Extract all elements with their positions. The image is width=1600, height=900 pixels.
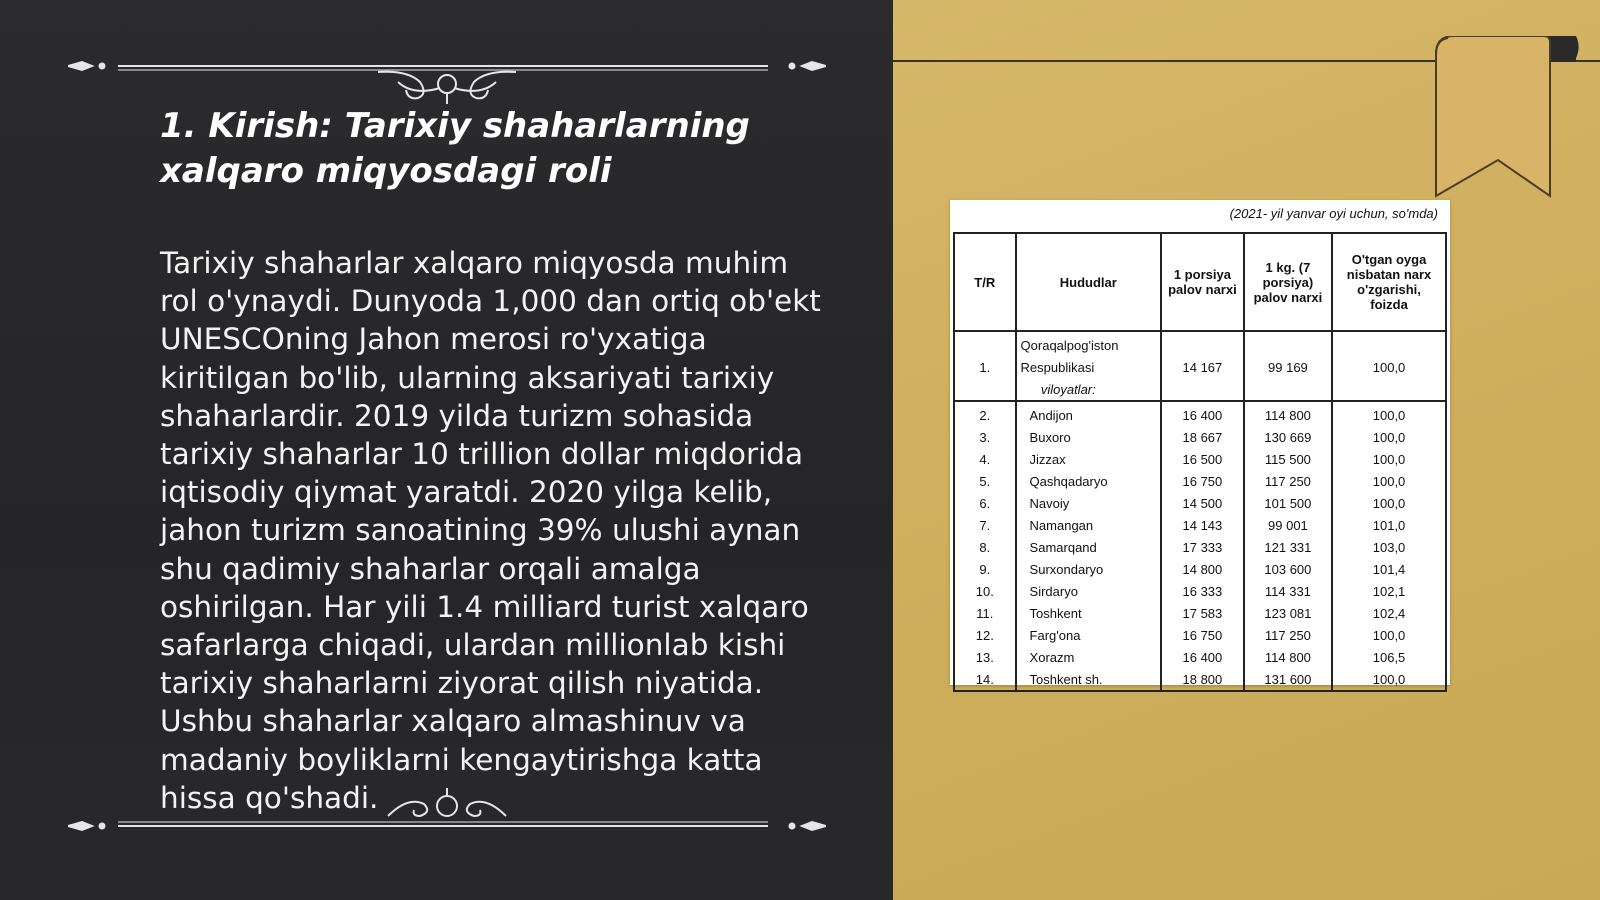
price-change: 102,4	[1332, 602, 1446, 624]
table-row	[954, 514, 1446, 536]
region-name: Andijon	[1016, 401, 1162, 426]
portion-price: 16 750	[1161, 624, 1244, 646]
row-number: 12.	[954, 624, 1016, 646]
bookmark-ribbon-icon	[1432, 36, 1592, 206]
region-name: Namangan	[1016, 514, 1162, 536]
table-row-name-line1	[954, 331, 1446, 356]
empty-cell	[954, 378, 1016, 401]
table-row	[954, 602, 1446, 624]
row-number: 10.	[954, 580, 1016, 602]
header-tr: T/R	[954, 233, 1016, 331]
kg-price: 121 331	[1244, 536, 1332, 558]
region-name: Toshkent sh.	[1016, 668, 1162, 691]
header-kg-price: 1 kg. (7 porsiya) palov narxi	[1244, 233, 1332, 331]
header-portion-price: 1 porsiya palov narxi	[1161, 233, 1244, 331]
portion-price: 16 333	[1161, 580, 1244, 602]
slide-title-line1: 1. Kirish: Tarixiy shaharlarning	[160, 106, 750, 146]
row-number: 2.	[954, 401, 1016, 426]
row-number: 5.	[954, 470, 1016, 492]
row-number: 3.	[954, 426, 1016, 448]
empty-cell	[1161, 331, 1244, 356]
portion-price: 16 400	[1161, 646, 1244, 668]
empty-cell	[1244, 331, 1332, 356]
price-change: 100,0	[1332, 448, 1446, 470]
slide-body-text: Tarixiy shaharlar xalqaro miqyosda muhim rol o'ynaydi. Dunyoda 1,000 dan ortiq ob'ekt UNESCOning Jahon merosi ro'yxatiga kiritilgan bo'lib, ularning aksariyati tarixiy shaharlardir. 2019 yilda turizm sohasida tarixiy shaharlar 10 trillion dollar miqdorida iqtisodiy qiymat yaratdi. 2020 yilga kelib, jahon turizm sanoatining 39% ulushi aynan shu qadimiy shaharlar orqali amalga oshirilgan. Har yili 1.4 milliard turist xalqaro safarlarga chiqadi, ulardan millionlab kishi tarixiy shaharlarni ziyorat qilish niyatida. Ushbu shaharlar xalqaro almashinuv va madaniy boyliklarni kengaytirishga katta hissa qo'shadi.	[160, 246, 821, 815]
region-name: Farg'ona	[1016, 624, 1162, 646]
row-number: 8.	[954, 536, 1016, 558]
slide-title	[160, 104, 820, 194]
row-number: 11.	[954, 602, 1016, 624]
palov-price-table-card	[950, 200, 1450, 685]
table-caption: (2021- yil yanvar oyi uchun, so'mda)	[1229, 206, 1438, 221]
kg-price: 114 800	[1244, 646, 1332, 668]
table-row	[954, 646, 1446, 668]
price-change: 101,0	[1332, 514, 1446, 536]
kg-price: 131 600	[1244, 668, 1332, 691]
price-change: 100,0	[1332, 668, 1446, 691]
kg-price: 123 081	[1244, 602, 1332, 624]
portion-price: 18 667	[1161, 426, 1244, 448]
table-row	[954, 448, 1446, 470]
region-name: Samarqand	[1016, 536, 1162, 558]
row-number: 1.	[954, 356, 1016, 378]
table-row	[954, 536, 1446, 558]
region-rows	[954, 401, 1446, 691]
row-number: 7.	[954, 514, 1016, 536]
row-number: 9.	[954, 558, 1016, 580]
table-row	[954, 624, 1446, 646]
table-subheading-row	[954, 378, 1446, 401]
region-name: Toshkent	[1016, 602, 1162, 624]
price-change: 100,0	[1332, 401, 1446, 426]
region-name: Surxondaryo	[1016, 558, 1162, 580]
table-row	[954, 492, 1446, 514]
palov-price-table	[953, 232, 1447, 692]
top-flourish-ornament-icon	[68, 56, 826, 106]
price-change: 106,5	[1332, 646, 1446, 668]
portion-price: 18 800	[1161, 668, 1244, 691]
region-name: Qoraqalpog'iston	[1016, 331, 1162, 356]
price-change: 100,0	[1332, 470, 1446, 492]
header-regions: Hududlar	[1016, 233, 1162, 331]
kg-price: 117 250	[1244, 624, 1332, 646]
bottom-flourish-ornament-icon	[68, 786, 826, 836]
price-change: 100,0	[1332, 356, 1446, 378]
portion-price: 16 750	[1161, 470, 1244, 492]
region-name: Xorazm	[1016, 646, 1162, 668]
portion-price: 16 500	[1161, 448, 1244, 470]
kg-price: 114 800	[1244, 401, 1332, 426]
region-name: Sirdaryo	[1016, 580, 1162, 602]
empty-cell	[1332, 378, 1446, 401]
table-row	[954, 558, 1446, 580]
kg-price: 114 331	[1244, 580, 1332, 602]
portion-price: 14 167	[1161, 356, 1244, 378]
portion-price: 17 583	[1161, 602, 1244, 624]
table-row	[954, 668, 1446, 691]
table-row	[954, 470, 1446, 492]
kg-price: 101 500	[1244, 492, 1332, 514]
portion-price: 14 800	[1161, 558, 1244, 580]
price-change: 100,0	[1332, 492, 1446, 514]
price-change: 100,0	[1332, 624, 1446, 646]
portion-price: 16 400	[1161, 401, 1244, 426]
price-change: 102,1	[1332, 580, 1446, 602]
kg-price: 115 500	[1244, 448, 1332, 470]
header-change: O'tgan oyga nisbatan narx o'zgarishi, foizda	[1332, 233, 1446, 331]
price-change: 100,0	[1332, 426, 1446, 448]
portion-price: 14 500	[1161, 492, 1244, 514]
region-name: Jizzax	[1016, 448, 1162, 470]
empty-cell	[954, 331, 1016, 356]
kg-price: 99 001	[1244, 514, 1332, 536]
portion-price: 14 143	[1161, 514, 1244, 536]
table-row	[954, 580, 1446, 602]
region-name: Buxoro	[1016, 426, 1162, 448]
row-number: 13.	[954, 646, 1016, 668]
table-header-row	[954, 233, 1446, 331]
empty-cell	[1161, 378, 1244, 401]
empty-cell	[1332, 331, 1446, 356]
price-change: 101,4	[1332, 558, 1446, 580]
kg-price: 103 600	[1244, 558, 1332, 580]
price-change: 103,0	[1332, 536, 1446, 558]
viloyatlar-subheading: viloyatlar:	[1016, 378, 1162, 401]
portion-price: 17 333	[1161, 536, 1244, 558]
table-row	[954, 426, 1446, 448]
region-name: Qashqadaryo	[1016, 470, 1162, 492]
kg-price: 130 669	[1244, 426, 1332, 448]
region-name: Navoiy	[1016, 492, 1162, 514]
row-number: 14.	[954, 668, 1016, 691]
kg-price: 99 169	[1244, 356, 1332, 378]
slide-title-line2: xalqaro miqyosdagi roli	[160, 151, 612, 191]
table-row	[954, 401, 1446, 426]
row-number: 6.	[954, 492, 1016, 514]
empty-cell	[1244, 378, 1332, 401]
table-row	[954, 356, 1446, 378]
kg-price: 117 250	[1244, 470, 1332, 492]
region-name: Respublikasi	[1016, 356, 1162, 378]
row-number: 4.	[954, 448, 1016, 470]
